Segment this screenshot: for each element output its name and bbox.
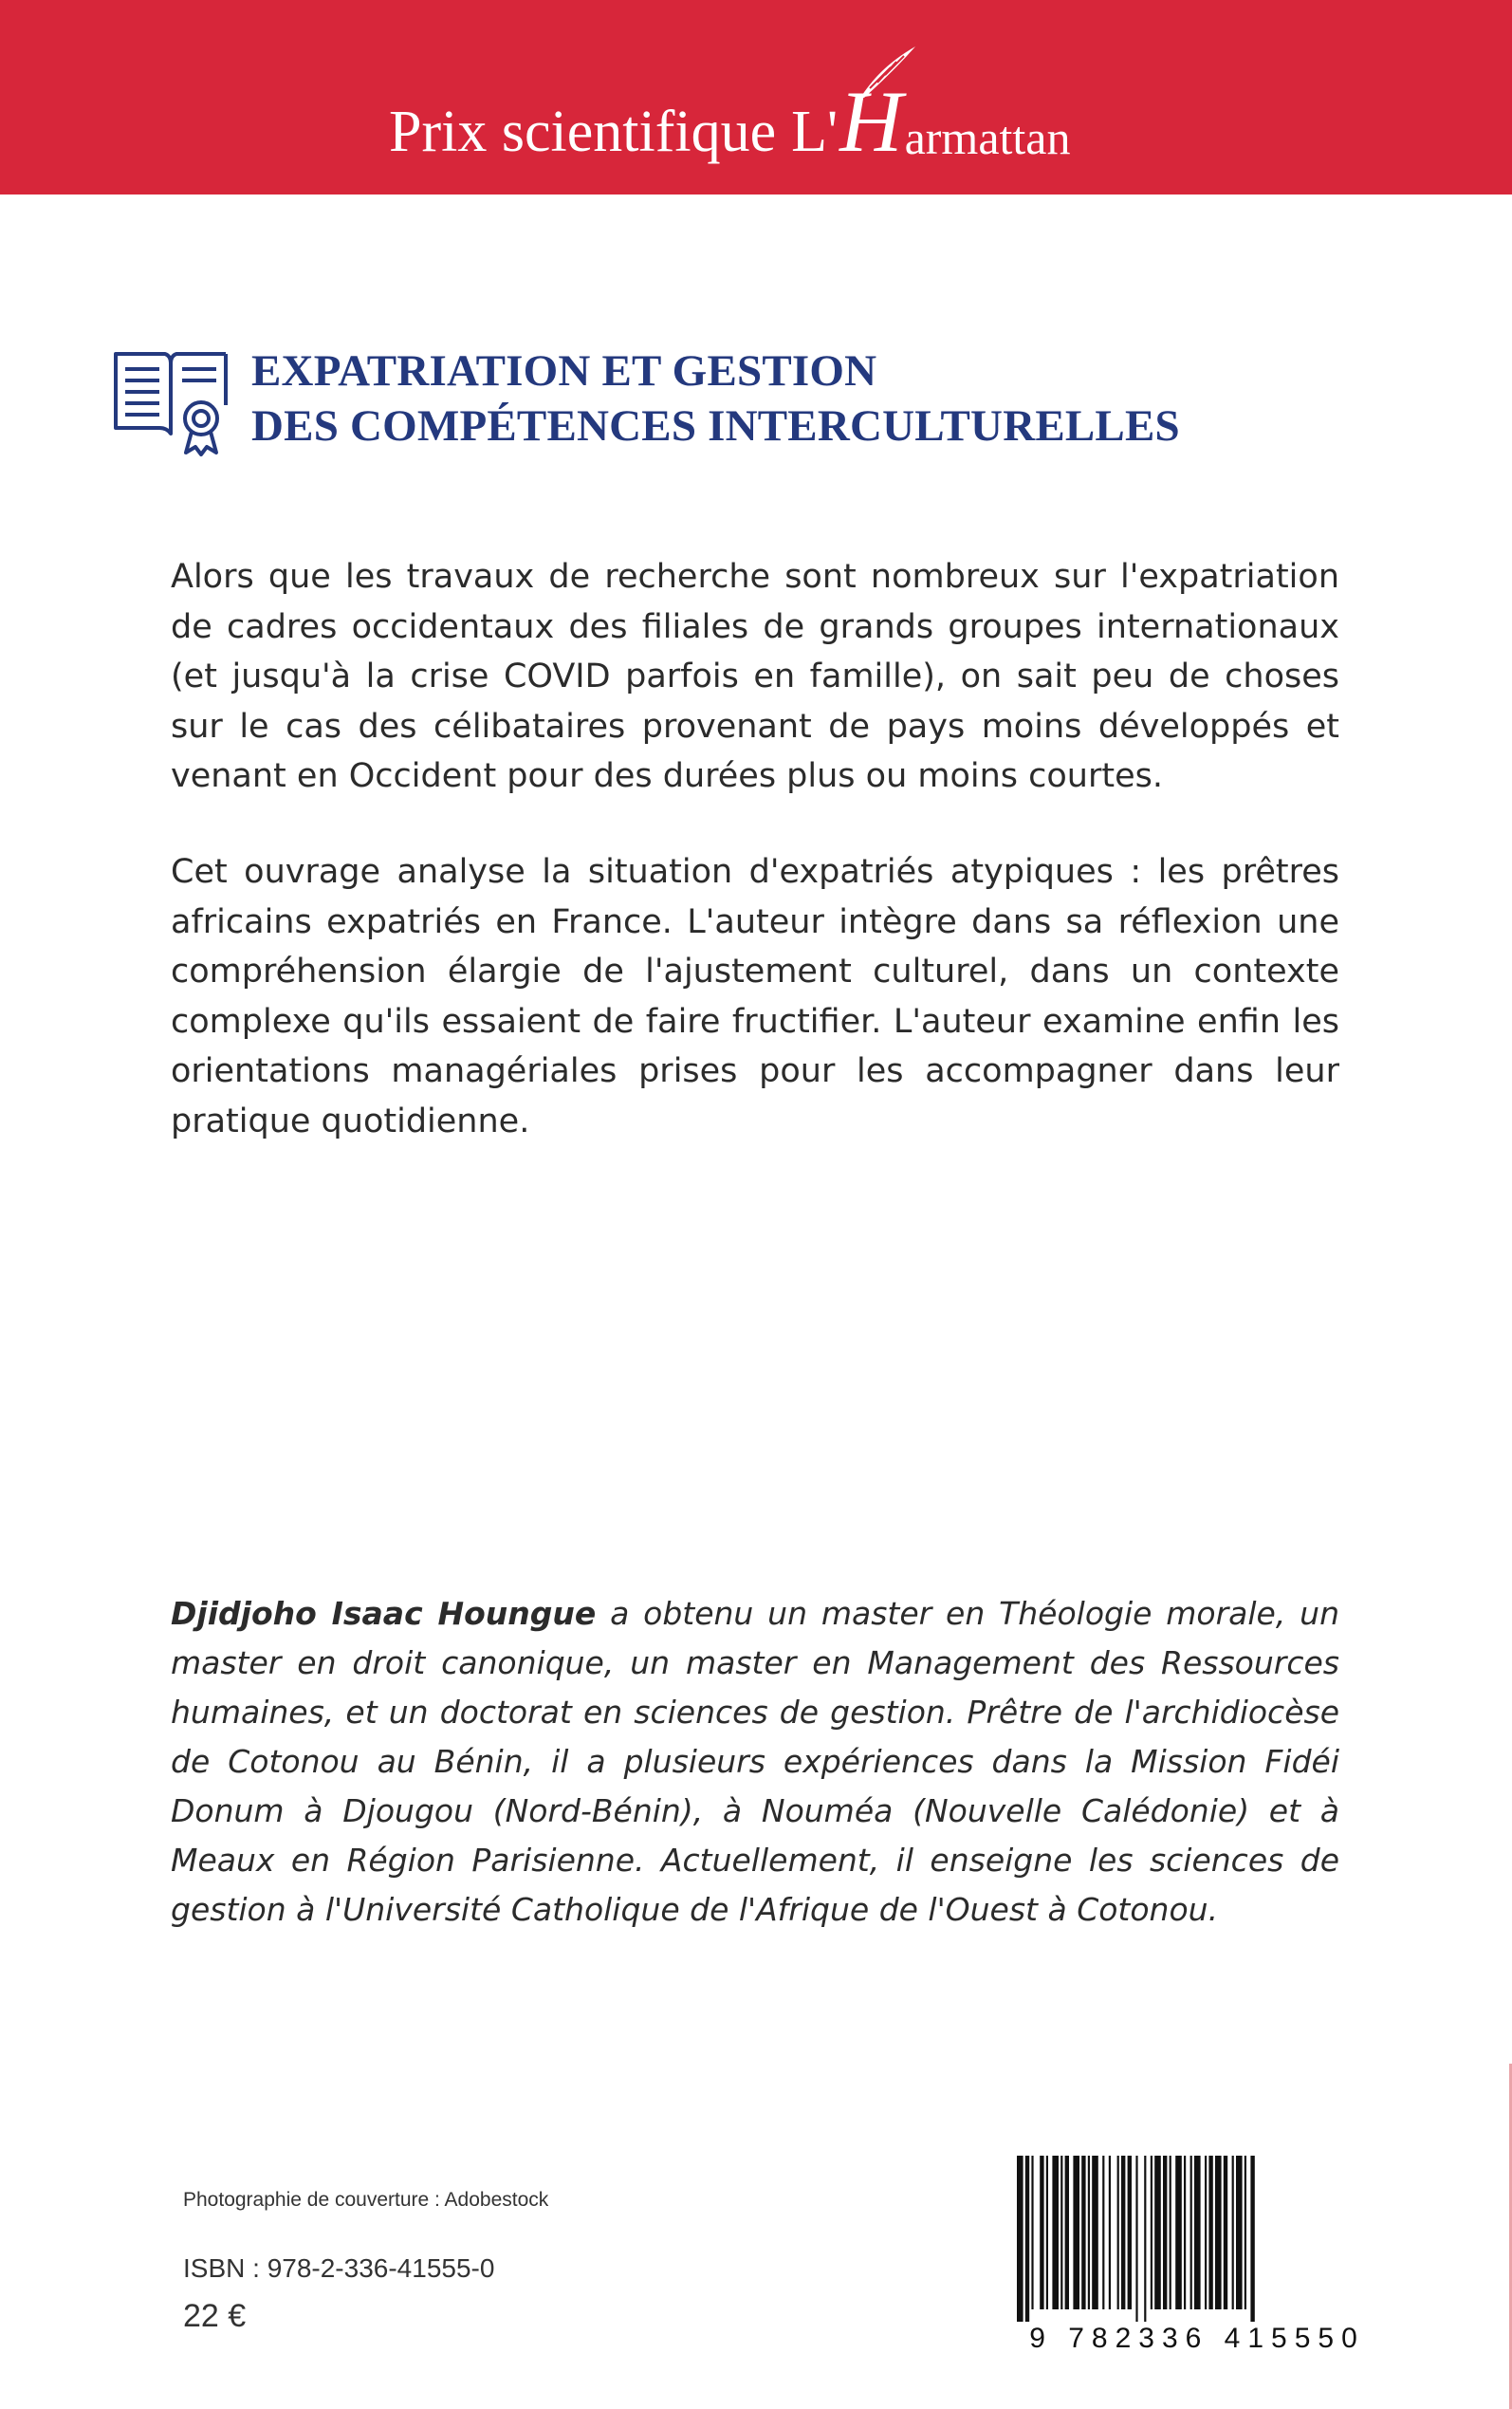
book-certificate-icon: [110, 346, 231, 458]
barcode-bar: [1163, 2156, 1167, 2309]
publisher-logo: [791, 73, 1071, 171]
brand-rest: armattan: [904, 111, 1071, 164]
barcode-bar: [1128, 2156, 1132, 2309]
barcode-bar: [1109, 2156, 1111, 2309]
title-line-2: DES COMPÉTENCES INTERCULTURELLES: [251, 401, 1180, 451]
author-name: Djidjoho Isaac Houngue: [171, 1595, 597, 1632]
summary-paragraph-2: Cet ouvrage analyse la situation d'expatriés atypiques : les prêtres africains expatriés en France. L'auteur intègre dans sa réflexion une compréhension élargie de l'ajustement culturel, dans un contexte complexe qu'ils essaient de faire fructifier. L'auteur examine enfin les orientations managériales prises pour les accompagner dans leur pratique quotidienne.: [171, 853, 1339, 1140]
barcode-bar: [1060, 2156, 1062, 2309]
barcode-bars: [1017, 2156, 1377, 2322]
barcode-bar: [1031, 2156, 1033, 2309]
book-title: [251, 343, 1437, 454]
barcode-bar: [1065, 2156, 1069, 2309]
price: 22 €: [183, 2298, 247, 2334]
barcode-bar: [1117, 2156, 1119, 2309]
isbn: ISBN : 978-2-336-41555-0: [183, 2253, 495, 2283]
barcode-bar: [1017, 2156, 1023, 2322]
header-content: [389, 66, 1071, 171]
barcode-bar: [1232, 2156, 1234, 2309]
barcode-bar: [1135, 2156, 1137, 2322]
barcode-bar: [1040, 2156, 1043, 2309]
barcode-bar: [1025, 2156, 1029, 2322]
barcode-bar: [1215, 2156, 1222, 2309]
barcode: [985, 2148, 1410, 2354]
barcode-bar: [1184, 2156, 1186, 2309]
barcode-bar: [1121, 2156, 1125, 2309]
barcode-bar: [1236, 2156, 1243, 2309]
barcode-digits: 9 782336 415550: [1029, 2323, 1365, 2354]
title-line-1: EXPATRIATION ET GESTION: [251, 346, 877, 396]
barcode-bar: [1208, 2156, 1212, 2309]
barcode-bar: [1250, 2156, 1254, 2322]
author-bio: [171, 1589, 1339, 1935]
barcode-bar: [1151, 2156, 1152, 2309]
barcode-bar: [1088, 2156, 1090, 2309]
barcode-bar: [1154, 2156, 1161, 2309]
barcode-bar: [1245, 2156, 1246, 2309]
barcode-bar: [1170, 2156, 1171, 2309]
barcode-bar: [1144, 2156, 1146, 2322]
barcode-bar: [1073, 2156, 1079, 2309]
barcode-bar: [1194, 2156, 1201, 2309]
barcode-bar: [1102, 2156, 1104, 2309]
header-banner: [0, 0, 1512, 195]
author-bio-text: a obtenu un master en Théologie morale, un master en droit canonique, un master en Management des Ressources humaines, et un doctorat en sciences de gestion. Prêtre de l'archidiocèse de Cotonou au Bénin, il a plusieurs expériences dans la Mission Fidéi Donum à Djougou (Nord-Bénin), à Nouméa (Nouvelle Calédonie) et à Meaux en Région Parisienne. Actuellement, il enseigne les sciences de gestion à l'Université Catholique de l'Afrique de l'Ouest à Cotonou.: [171, 1595, 1340, 1928]
barcode-bar: [1190, 2156, 1192, 2309]
prize-label: Prix scientifique: [389, 100, 777, 164]
summary-paragraph-1: Alors que les travaux de recherche sont nombreux sur l'expatriation de cadres occidentaux des filiales de grands groupes internationaux (et jusqu'à la crise COVID parfois en famille), on sait peu de choses sur le cas des célibataires provenant de pays moins développés et venant en Occident pour des durées plus ou moins courtes.: [171, 558, 1339, 795]
feather-icon: [853, 43, 919, 100]
photo-credit: Photographie de couverture : Adobestock: [183, 2189, 549, 2211]
barcode-bar: [1092, 2156, 1098, 2309]
barcode-bar: [1175, 2156, 1182, 2309]
barcode-bar: [1224, 2156, 1227, 2309]
barcode-bar: [1046, 2156, 1048, 2309]
barcode-bar: [1081, 2156, 1085, 2309]
barcode-bar: [1052, 2156, 1059, 2309]
brand-prefix: L': [791, 100, 839, 164]
brand-initial: H: [839, 83, 902, 161]
barcode-bar: [1205, 2156, 1207, 2309]
